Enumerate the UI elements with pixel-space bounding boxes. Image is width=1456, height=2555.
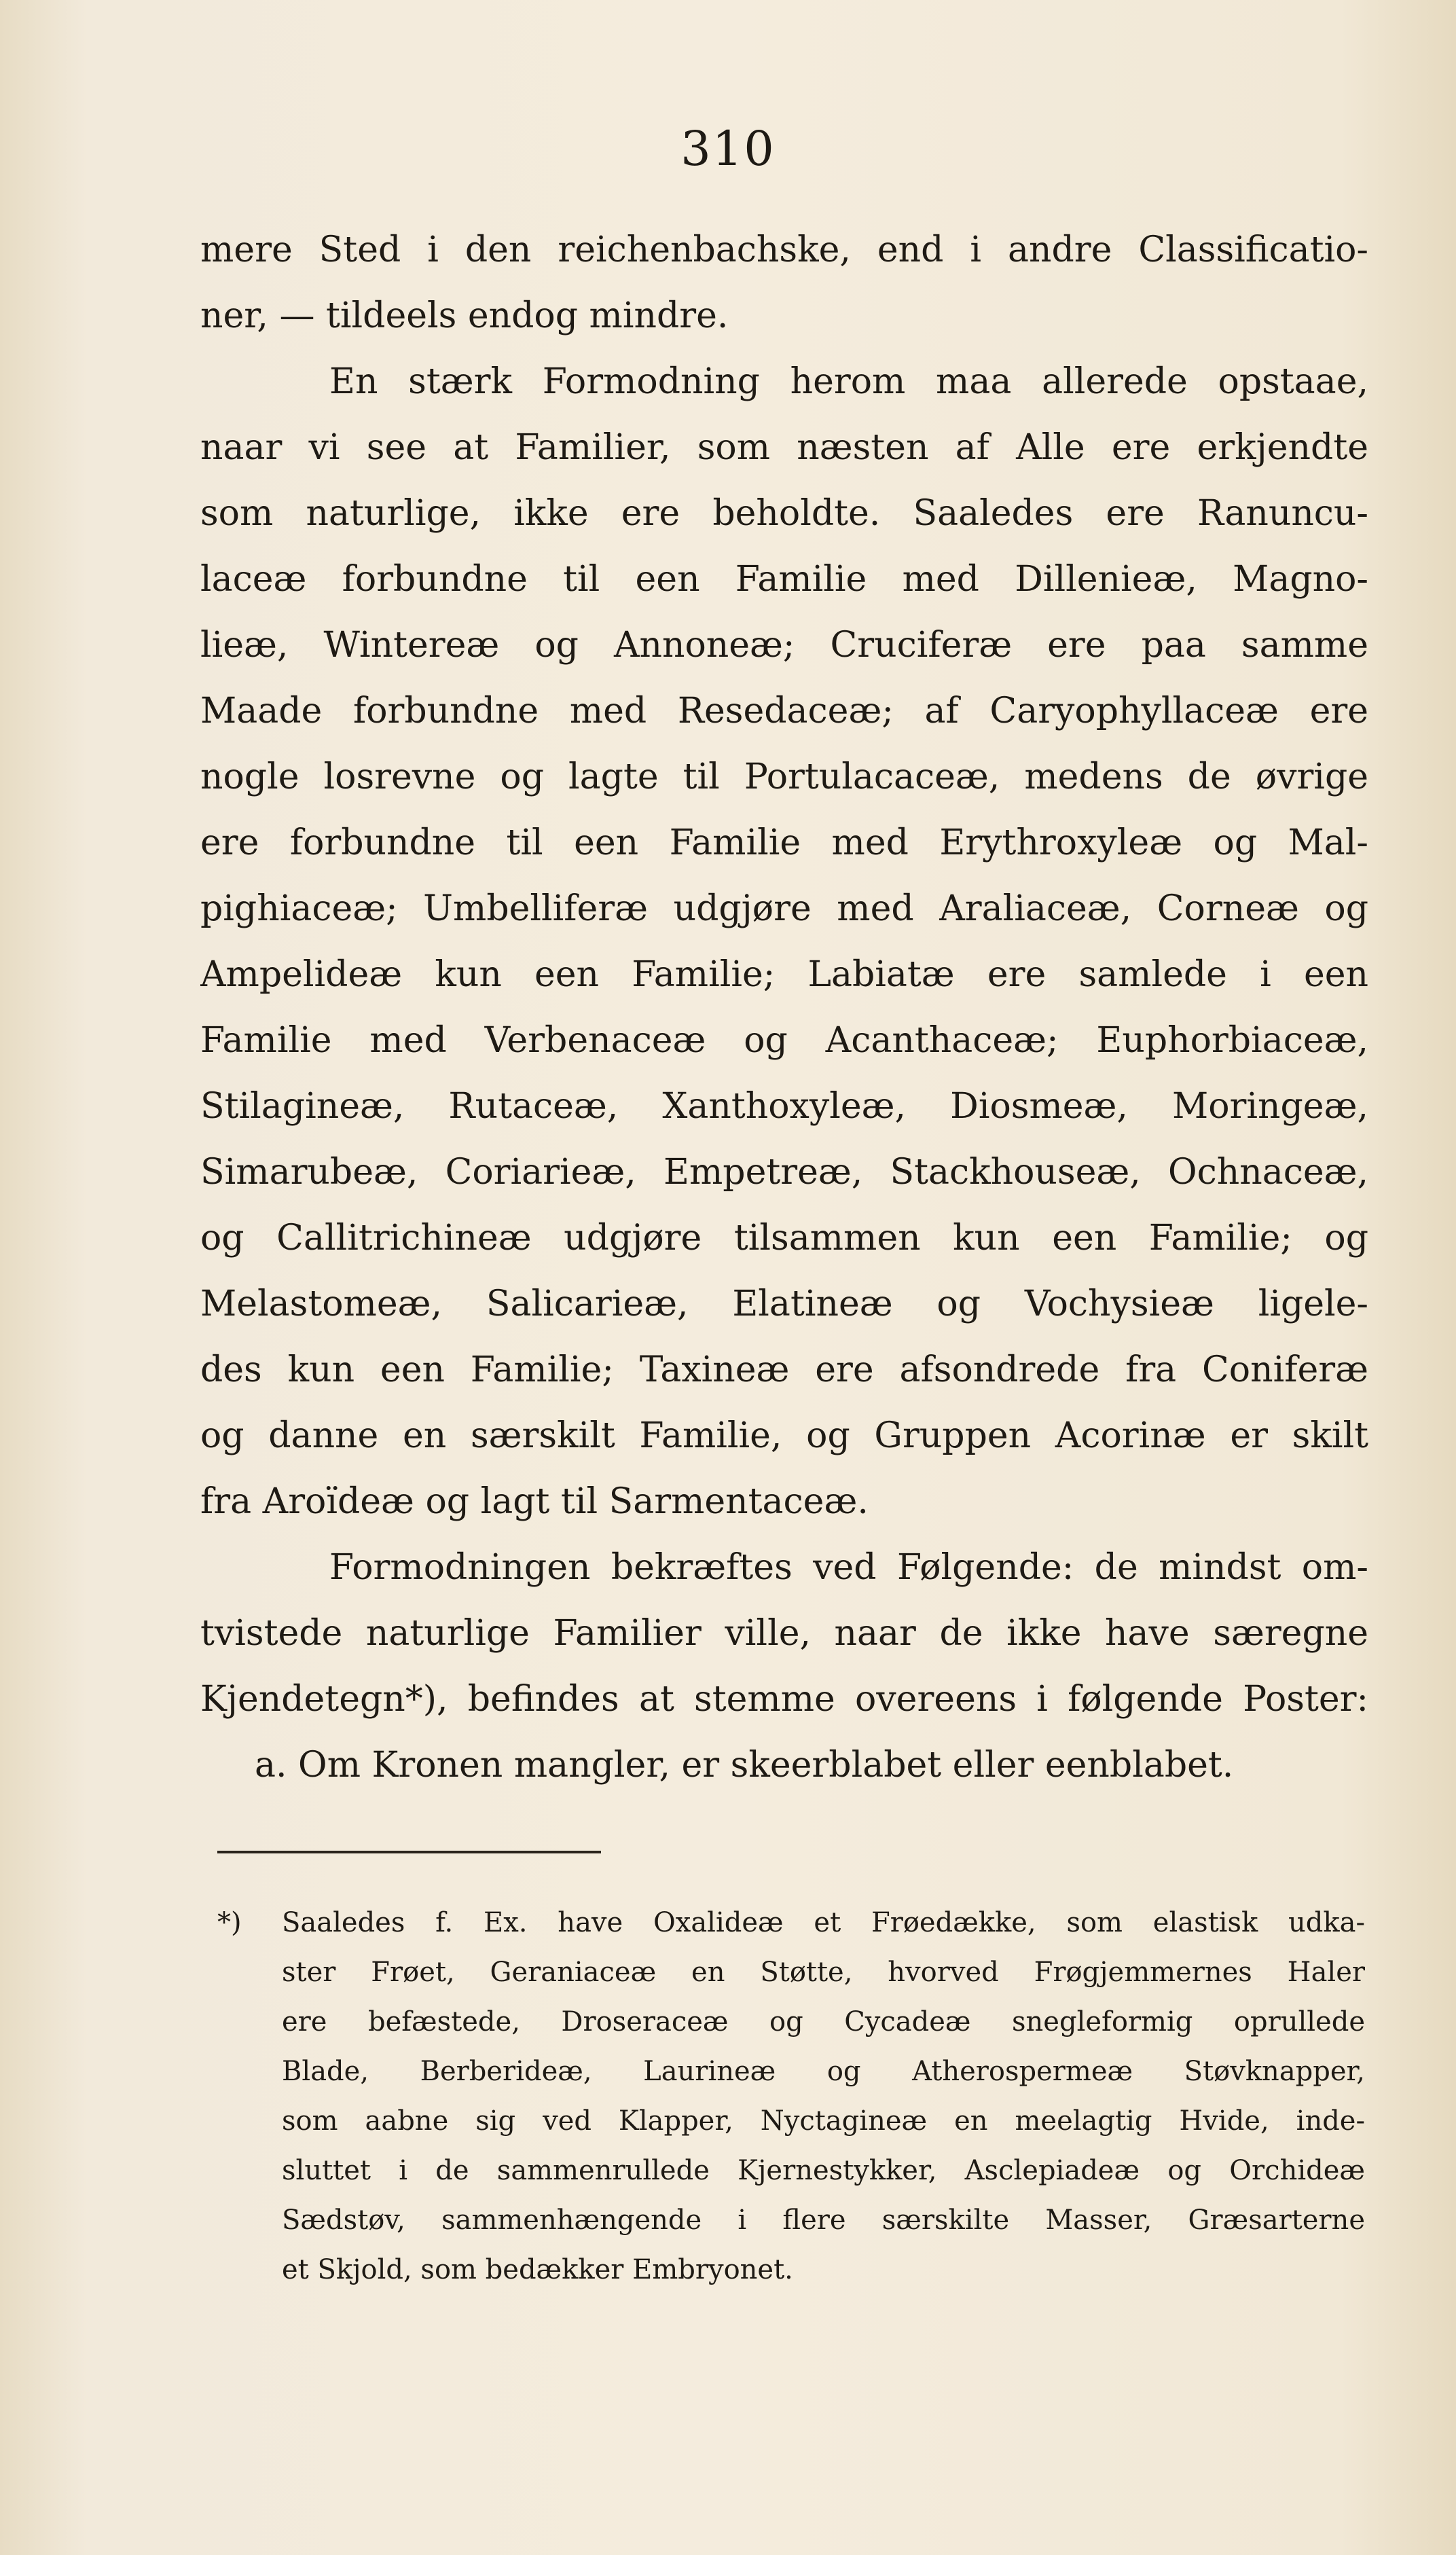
text-line: laceæ forbundne til een Familie med Dilleniеæ, Magno- [200, 559, 1368, 600]
footnote-divider [217, 1851, 601, 1853]
text-line: som naturlige, ikke ere beholdte. Saaledes ere Ranuncu- [200, 493, 1368, 534]
text-line: ere forbundne til een Familie med Erythroxyleæ og Mal- [200, 822, 1368, 863]
text-line: des kun een Familie; Taxineæ ere afsondrede fra Coniferæ [200, 1349, 1368, 1390]
text-line: lieæ, Wintereæ og Annoneæ; Cruciferæ ere paa samme [200, 625, 1368, 666]
text-line: fra Aroïdeæ og lagt til Sarmentaceæ. [200, 1481, 869, 1522]
text-line: Familie med Verbenaceæ og Acanthaceæ; Euphorbiaceæ, [200, 1020, 1368, 1061]
text-line: ner, — tildeels endog mindre. [200, 295, 729, 336]
text-line: naar vi see at Familier, som næsten af Alle ere erkjendte [200, 427, 1368, 468]
text-line: og Callitrichineæ udgjøre tilsammen kun een Familie; og [200, 1218, 1368, 1258]
text-line: Formodningen bekræftes ved Følgende: de mindst om- [329, 1547, 1368, 1588]
footnote-line: ere befæstede, Droseraceæ og Cycadeæ snegleformig oprullede [282, 2006, 1365, 2037]
text-line: nogle losrevne og lagte til Portulacaceæ, medens de øvrige [200, 757, 1368, 797]
body-text [200, 217, 1368, 1798]
text-line: og danne en særskilt Familie, og Gruppen Acorinæ er skilt [200, 1415, 1368, 1456]
footnote-line [217, 1898, 1365, 1948]
text-line: tvistede naturlige Familier ville, naar de ikke have særegne [200, 1613, 1368, 1654]
footnote-marker: *) [217, 1907, 242, 1938]
footnote-line: ster Frøet, Geraniaceæ en Støtte, hvorved Frøgjemmernes Haler [282, 1957, 1365, 1988]
text-line: Simarubeæ, Coriarieæ, Empetreæ, Stackhouseæ, Ochnaceæ, [200, 1152, 1368, 1193]
text-line: Maade forbundne med Resedaceæ; af Caryophyllaceæ ere [200, 691, 1368, 731]
text-line: mere Sted i den reichenbachske, end i andre Classificatio- [200, 230, 1368, 270]
footnote [217, 1898, 1365, 2295]
footnote-line: Blade, Berberideæ, Laurineæ og Atherospermeæ Støvknapper, [282, 2056, 1365, 2087]
text-line: pighiaceæ; Umbelliferæ udgjøre med Araliaceæ, Corneæ og [200, 888, 1368, 929]
footnote-line: sluttet i de sammenrullede Kjernestykker, Asclepiadeæ og Orchideæ [282, 2155, 1365, 2186]
list-item-a: a. Om Kronen mangler, er skeerblabet eller eenblabet. [255, 1745, 1234, 1786]
footnote-line: Sædstøv, sammenhængende i flere særskilte Masser, Græsarterne [282, 2205, 1365, 2236]
text-line: En stærk Formodning herom maa allerede opstaae, [329, 361, 1368, 402]
text-line: Ampelideæ kun een Familie; Labiatæ ere samlede i een [200, 954, 1368, 995]
text-line: Kjendetegn*), befindes at stemme overeens i følgende Poster: [200, 1679, 1368, 1720]
page-number: 310 [680, 121, 776, 177]
text-line: Stilagineæ, Rutaceæ, Xanthoxyleæ, Diosmeæ, Moringeæ, [200, 1086, 1368, 1127]
footnote-line: et Skjold, som bedækker Embryonet. [282, 2254, 793, 2285]
footnote-line: som aabne sig ved Klapper, Nyctagineæ en meelagtig Hvide, inde- [282, 2105, 1365, 2137]
text-line: Melastomeæ, Salicarieæ, Elatineæ og Vochysieæ ligele- [200, 1284, 1368, 1324]
footnote-text: Saaledes f. Ex. have Oxalideæ et Frøedække, som elastisk udka- [282, 1907, 1365, 1938]
